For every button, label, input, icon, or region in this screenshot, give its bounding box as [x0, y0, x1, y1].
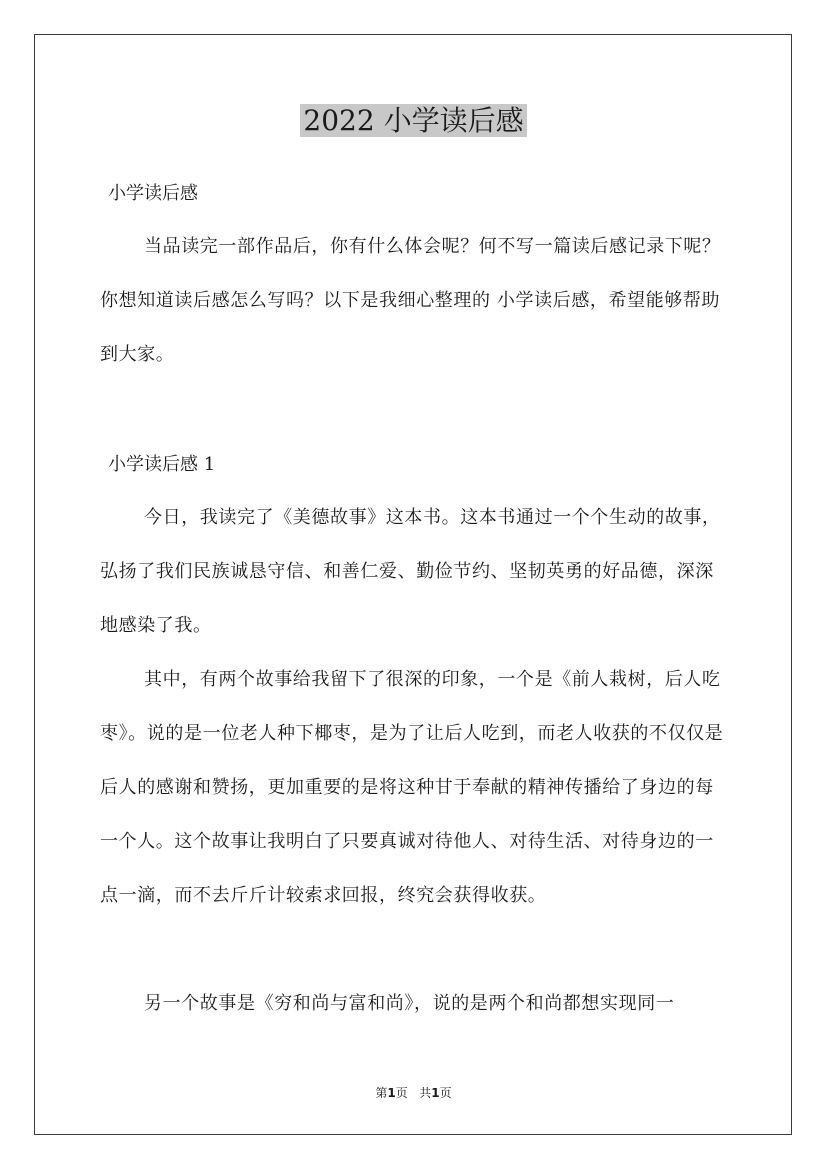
section-heading: 小学读后感 1 — [108, 454, 216, 475]
footer-page-suffix: 页 — [395, 1086, 408, 1100]
intro-heading: 小学读后感 — [108, 183, 198, 204]
footer-page-prefix: 第 — [375, 1086, 388, 1100]
footer-page-number: 1 — [387, 1086, 396, 1100]
body-paragraph-3: 另一个故事是《穷和尚与富和尚》，说的是两个和尚都想实现同一 — [144, 993, 675, 1014]
footer-total-suffix: 页 — [439, 1086, 452, 1100]
footer-total-pages: 1 — [431, 1086, 440, 1100]
document-title-text: 2022 小学读后感 — [300, 104, 526, 137]
document-title — [0, 100, 827, 142]
footer-total-prefix: 共 — [419, 1086, 432, 1100]
body-paragraph-1: 今日，我读完了《美德故事》这本书。这本书通过一个个生动的故事，弘扬了我们民族诚恳守信、和善仁爱、勤俭节约、坚韧英勇的好品德，深深地感染了我。 — [100, 507, 721, 636]
page-footer — [0, 1085, 827, 1101]
body-paragraph-2: 其中，有两个故事给我留下了很深的印象，一个是《前人栽树，后人吃枣》。说的是一位老人种下椰枣，是为了让后人吃到，而老人收获的不仅仅是后人的感谢和赞扬，更加重要的是将这种甘于奉献的精神传播给了身边的每一个人。这个故事让我明白了只要真诚对待他人、对待生活、对待身边的一点一滴，而不去斤斤计较索求回报，终究会获得收获。 — [100, 669, 724, 906]
intro-paragraph: 当品读完一部作品后，你有什么体会呢？何不写一篇读后感记录下呢？你想知道读后感怎么写吗？以下是我细心整理的 小学读后感，希望能够帮助到大家。 — [100, 236, 721, 365]
